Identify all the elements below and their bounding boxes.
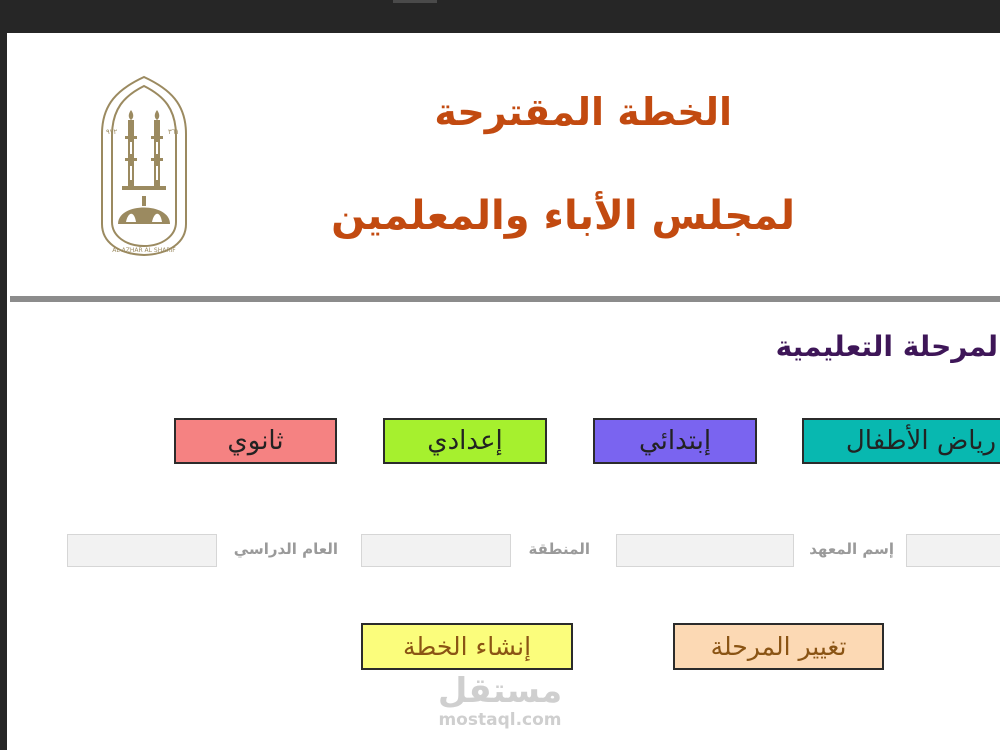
al-azhar-logo-icon <box>98 74 190 258</box>
header-divider <box>10 296 1000 302</box>
page-title-line-1: الخطة المقترحة <box>434 90 732 134</box>
school-name-input[interactable] <box>616 534 794 567</box>
mostaql-watermark <box>436 672 564 730</box>
stage-button-secondary[interactable]: ثانوي <box>174 418 337 464</box>
school-name-label: إسم المعهد <box>809 540 894 558</box>
watermark-arabic: مستقل <box>437 671 563 711</box>
page-title-line-2: لمجلس الأباء والمعلمين <box>331 193 795 239</box>
window-left-edge <box>0 33 7 750</box>
create-plan-button[interactable]: إنشاء الخطة <box>361 623 573 670</box>
region-input[interactable] <box>361 534 511 567</box>
stage-section-title: لمرحلة التعليمية <box>775 330 998 363</box>
fourth-field-input[interactable] <box>906 534 1000 567</box>
logo-number-left: ٩٧٢ <box>106 128 118 136</box>
academic-year-input[interactable] <box>67 534 217 567</box>
logo-number-right: ٣٦١ <box>168 128 180 136</box>
stage-button-kindergarten[interactable]: رياض الأطفال <box>802 418 1000 464</box>
change-stage-button[interactable]: تغيير المرحلة <box>673 623 884 670</box>
stage-button-preparatory[interactable]: إعدادي <box>383 418 547 464</box>
region-label: المنطقة <box>528 540 590 558</box>
academic-year-label: العام الدراسي <box>233 540 338 558</box>
window-top-bar <box>0 0 1000 33</box>
window-tab-indicator <box>393 0 437 3</box>
logo-caption: AL AZHAR AL SHARIF <box>112 247 176 254</box>
stage-button-primary[interactable]: إبتدائي <box>593 418 757 464</box>
watermark-latin: mostaql.com <box>438 710 562 730</box>
